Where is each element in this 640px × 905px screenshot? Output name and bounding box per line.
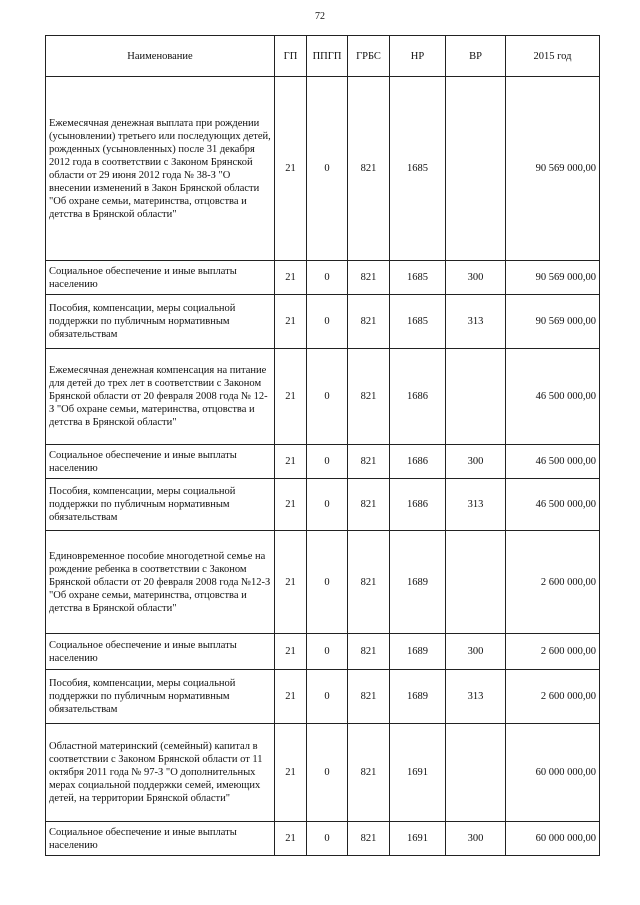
- row-grbs: 821: [348, 670, 390, 724]
- header-ppgp: ППГП: [307, 36, 348, 77]
- table-row: [46, 349, 600, 445]
- row-vr: [446, 77, 506, 261]
- page-number: 72: [315, 11, 325, 22]
- row-nr: 1686: [390, 479, 446, 531]
- row-nr: 1689: [390, 634, 446, 670]
- row-name: Единовременное пособие многодетной семье на рождение ребенка в соответствии с Законом Брянской области от 20 февраля 2008 года №12-З "Об охране семьи, материнства, отцовства и детства в Брянской области": [46, 531, 275, 634]
- table-row: [46, 531, 600, 634]
- row-nr: 1689: [390, 670, 446, 724]
- row-vr: 313: [446, 295, 506, 349]
- row-grbs: 821: [348, 445, 390, 479]
- budget-table: [45, 35, 600, 856]
- row-gp: 21: [275, 634, 307, 670]
- row-nr: 1686: [390, 349, 446, 445]
- row-grbs: 821: [348, 349, 390, 445]
- header-nr: НР: [390, 36, 446, 77]
- row-amount: 2 600 000,00: [506, 531, 600, 634]
- row-ppgp: 0: [307, 634, 348, 670]
- row-gp: 21: [275, 822, 307, 856]
- row-gp: 21: [275, 479, 307, 531]
- row-ppgp: 0: [307, 822, 348, 856]
- row-gp: 21: [275, 724, 307, 822]
- table-row: [46, 77, 600, 261]
- row-vr: [446, 724, 506, 822]
- row-grbs: 821: [348, 531, 390, 634]
- row-amount: 46 500 000,00: [506, 349, 600, 445]
- row-name: Социальное обеспечение и иные выплаты населению: [46, 261, 275, 295]
- header-vr: ВР: [446, 36, 506, 77]
- table-row: [46, 634, 600, 670]
- row-grbs: 821: [348, 77, 390, 261]
- table-row: [46, 261, 600, 295]
- table-row: [46, 295, 600, 349]
- row-grbs: 821: [348, 295, 390, 349]
- row-grbs: 821: [348, 724, 390, 822]
- row-vr: [446, 531, 506, 634]
- row-amount: 2 600 000,00: [506, 634, 600, 670]
- table-header-row: [46, 36, 600, 77]
- table-row: [46, 445, 600, 479]
- row-vr: 300: [446, 822, 506, 856]
- row-gp: 21: [275, 445, 307, 479]
- header-gp: ГП: [275, 36, 307, 77]
- row-nr: 1686: [390, 445, 446, 479]
- row-name: Социальное обеспечение и иные выплаты населению: [46, 445, 275, 479]
- row-gp: 21: [275, 670, 307, 724]
- row-name: Ежемесячная денежная компенсация на питание для детей до трех лет в соответствии с Законом Брянской области от 20 февраля 2008 года № 12-З "Об охране семьи, материнства, отцовства и детства в Брянской области": [46, 349, 275, 445]
- row-name: Пособия, компенсации, меры социальной поддержки по публичным нормативным обязательствам: [46, 295, 275, 349]
- row-amount: 46 500 000,00: [506, 445, 600, 479]
- row-ppgp: 0: [307, 77, 348, 261]
- row-ppgp: 0: [307, 261, 348, 295]
- row-ppgp: 0: [307, 724, 348, 822]
- row-name: Социальное обеспечение и иные выплаты населению: [46, 634, 275, 670]
- row-vr: 300: [446, 261, 506, 295]
- row-amount: 46 500 000,00: [506, 479, 600, 531]
- row-amount: 60 000 000,00: [506, 724, 600, 822]
- row-amount: 90 569 000,00: [506, 261, 600, 295]
- row-gp: 21: [275, 531, 307, 634]
- row-amount: 90 569 000,00: [506, 295, 600, 349]
- table-row: [46, 724, 600, 822]
- row-nr: 1685: [390, 77, 446, 261]
- table-row: [46, 670, 600, 724]
- table-row: [46, 822, 600, 856]
- row-name: Пособия, компенсации, меры социальной поддержки по публичным нормативным обязательствам: [46, 670, 275, 724]
- row-vr: 313: [446, 479, 506, 531]
- row-grbs: 821: [348, 822, 390, 856]
- row-nr: 1689: [390, 531, 446, 634]
- row-vr: 300: [446, 634, 506, 670]
- row-amount: 60 000 000,00: [506, 822, 600, 856]
- header-name: Наименование: [46, 36, 275, 77]
- row-grbs: 821: [348, 479, 390, 531]
- row-amount: 90 569 000,00: [506, 77, 600, 261]
- row-amount: 2 600 000,00: [506, 670, 600, 724]
- header-grbs: ГРБС: [348, 36, 390, 77]
- table-row: [46, 479, 600, 531]
- row-vr: 313: [446, 670, 506, 724]
- row-vr: 300: [446, 445, 506, 479]
- row-nr: 1685: [390, 261, 446, 295]
- row-ppgp: 0: [307, 531, 348, 634]
- row-gp: 21: [275, 261, 307, 295]
- row-gp: 21: [275, 295, 307, 349]
- row-ppgp: 0: [307, 670, 348, 724]
- header-year: 2015 год: [506, 36, 600, 77]
- row-ppgp: 0: [307, 295, 348, 349]
- row-ppgp: 0: [307, 479, 348, 531]
- row-nr: 1691: [390, 724, 446, 822]
- row-grbs: 821: [348, 634, 390, 670]
- row-nr: 1685: [390, 295, 446, 349]
- row-ppgp: 0: [307, 445, 348, 479]
- row-gp: 21: [275, 349, 307, 445]
- row-gp: 21: [275, 77, 307, 261]
- row-grbs: 821: [348, 261, 390, 295]
- row-ppgp: 0: [307, 349, 348, 445]
- row-name: Ежемесячная денежная выплата при рождении (усыновлении) третьего или последующих детей, рожденных (усыновленных) после 31 декабря 2012 года в соответствии с Законом Брянской области от 29 июня 2012 года № 38-З "О внесении изменений в Закон Брянской области "Об охране семьи, материнства, отцовства и детства в Брянской области": [46, 77, 275, 261]
- row-vr: [446, 349, 506, 445]
- row-name: Областной материнский (семейный) капитал в соответствии с Законом Брянской области от 11 октября 2011 года № 97-З "О дополнительных мерах социальной поддержки семей, имеющих детей, на территории Брянской области": [46, 724, 275, 822]
- row-name: Пособия, компенсации, меры социальной поддержки по публичным нормативным обязательствам: [46, 479, 275, 531]
- row-name: Социальное обеспечение и иные выплаты населению: [46, 822, 275, 856]
- row-nr: 1691: [390, 822, 446, 856]
